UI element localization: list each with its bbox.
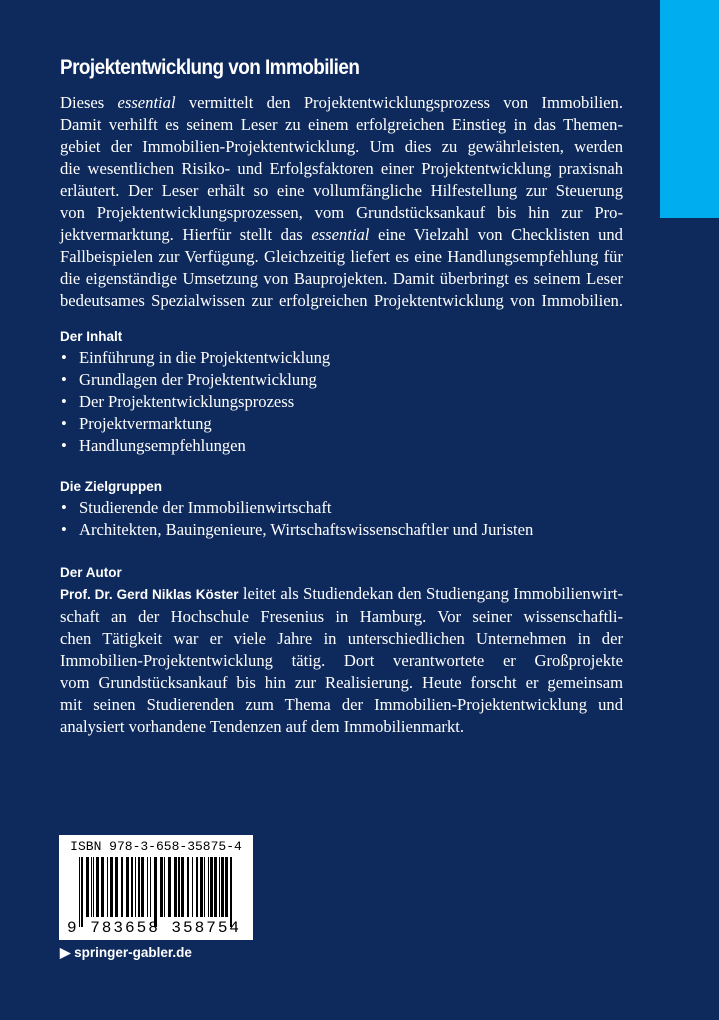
barcode-bar bbox=[81, 857, 83, 927]
barcode-bar bbox=[221, 857, 224, 917]
barcode-bar bbox=[107, 857, 108, 917]
contents-heading: Der Inhalt bbox=[60, 329, 123, 344]
desc-line: jektvermarktung. Hierfür stellt das essential eine Vielzahl von Checklisten und bbox=[60, 225, 623, 244]
audience-heading: Die Zielgruppen bbox=[60, 479, 163, 494]
author-line: mit seinen Studierenden zum Thema der Immobilien-Projektentwicklung und bbox=[60, 695, 623, 714]
list-item: • Der Projektentwicklungsprozess bbox=[60, 391, 623, 413]
barcode-bar bbox=[181, 857, 184, 917]
barcode-bar bbox=[225, 857, 228, 917]
barcode-bar bbox=[131, 857, 133, 917]
barcode-bar bbox=[135, 857, 136, 917]
barcode-bar bbox=[126, 857, 129, 917]
barcode-bar bbox=[150, 857, 151, 917]
barcode-bar bbox=[204, 857, 205, 917]
author-line: vom Grundstücksankauf bis hin zur Realisierung. Heute forscht er gemeinsam bbox=[60, 673, 623, 692]
desc-line: die wesentlichen Risiko- und Erfolgsfaktoren einer Projektentwicklung praxisnah bbox=[60, 159, 623, 178]
barcode-bar bbox=[178, 857, 180, 917]
desc-line: erläutert. Der Leser erhält so eine vollumfängliche Hilfestellung zur Steuerung bbox=[60, 181, 623, 200]
accent-bar bbox=[660, 0, 719, 218]
list-item: • Grundlagen der Projektentwicklung bbox=[60, 369, 623, 391]
barcode-bar bbox=[210, 857, 213, 917]
barcode-bar bbox=[141, 857, 144, 917]
list-item: • Handlungsempfehlungen bbox=[60, 435, 623, 457]
description bbox=[60, 92, 623, 312]
desc-line: die eigenständige Umsetzung von Bauprojekten. Damit überbringt es seinem Leser bbox=[60, 269, 623, 288]
barcode-bar bbox=[86, 857, 89, 917]
author-section bbox=[60, 563, 623, 738]
barcode-bar bbox=[121, 857, 123, 917]
desc-line: Damit verhilft es seinem Leser zu einem erfolgreichen Einstieg in das Themen- bbox=[60, 115, 623, 134]
barcode-bar bbox=[147, 857, 148, 917]
author-line: schaft an der Hochschule Fresenius in Hamburg. Vor seiner wissenschaftli- bbox=[60, 607, 623, 626]
barcode-bar bbox=[91, 857, 92, 917]
barcode-bar bbox=[160, 857, 163, 917]
isbn-barcode bbox=[59, 835, 253, 940]
barcode-bars bbox=[79, 857, 239, 927]
desc-line: von Projektentwicklungsprozessen, vom Grundstücksankauf bis hin zur Pro- bbox=[60, 203, 623, 222]
barcode-bar bbox=[174, 857, 177, 917]
contents-section bbox=[60, 327, 623, 457]
barcode-bar bbox=[110, 857, 113, 917]
barcode-bar bbox=[214, 857, 217, 917]
desc-line: Dieses essential vermittelt den Projektentwicklungsprozess von Immobilien. bbox=[60, 93, 623, 112]
barcode-bar bbox=[115, 857, 118, 917]
list-item: • Architekten, Bauingenieure, Wirtschaftswissenschaftler und Juristen bbox=[60, 519, 623, 541]
barcode-bar bbox=[200, 857, 203, 917]
barcode-bar bbox=[196, 857, 198, 917]
desc-line: bedeutsames Spezialwissen zur erfolgreichen Projektentwicklung von Immobilien. bbox=[60, 291, 623, 310]
barcode-bar bbox=[96, 857, 99, 917]
author-heading: Der Autor bbox=[60, 565, 122, 580]
publisher-link[interactable]: ▶ springer-gabler.de bbox=[60, 945, 192, 960]
book-title: Projektentwicklung von Immobilien bbox=[60, 56, 360, 79]
barcode-bar bbox=[93, 857, 94, 917]
barcode-bar bbox=[187, 857, 189, 917]
author-name: Prof. Dr. Gerd Niklas Köster bbox=[60, 587, 239, 602]
barcode-bar bbox=[164, 857, 165, 917]
barcode-bar bbox=[219, 857, 220, 917]
barcode-bar bbox=[79, 857, 80, 927]
list-item: • Einführung in die Projektentwicklung bbox=[60, 347, 623, 369]
list-item: • Studierende der Immobilienwirtschaft bbox=[60, 497, 623, 519]
author-line: Prof. Dr. Gerd Niklas Köster leitet als Studiendekan den Studiengang Immobilienwirt- bbox=[60, 584, 623, 603]
barcode-bar bbox=[138, 857, 140, 917]
play-arrow-icon: ▶ bbox=[60, 945, 75, 960]
barcode-digits: 9 783658 358754 bbox=[67, 919, 242, 937]
author-line: analysiert vorhandene Tendenzen auf dem Immobilienmarkt. bbox=[60, 717, 465, 736]
barcode-bar bbox=[101, 857, 104, 917]
barcode-bar bbox=[208, 857, 209, 917]
audience-section bbox=[60, 477, 623, 541]
barcode-bar bbox=[230, 857, 232, 927]
barcode-bar bbox=[192, 857, 193, 917]
barcode-bar bbox=[168, 857, 171, 917]
desc-line: Fallbeispielen zur Verfügung. Gleichzeitig liefert es eine Handlungsempfehlung für bbox=[60, 247, 623, 266]
author-line: Immobilien-Projektentwicklung tätig. Dort verantwortete er Großprojekte bbox=[60, 651, 623, 670]
isbn-text: ISBN 978-3-658-35875-4 bbox=[70, 839, 242, 854]
author-line: chen Tätigkeit war er viele Jahre in unterschiedlichen Unternehmen in der bbox=[60, 629, 623, 648]
barcode-bar bbox=[154, 857, 157, 927]
desc-line: gebiet der Immobilien-Projektentwicklung. Um dies zu gewährleisten, werden bbox=[60, 137, 623, 156]
list-item: • Projektvermarktung bbox=[60, 413, 623, 435]
